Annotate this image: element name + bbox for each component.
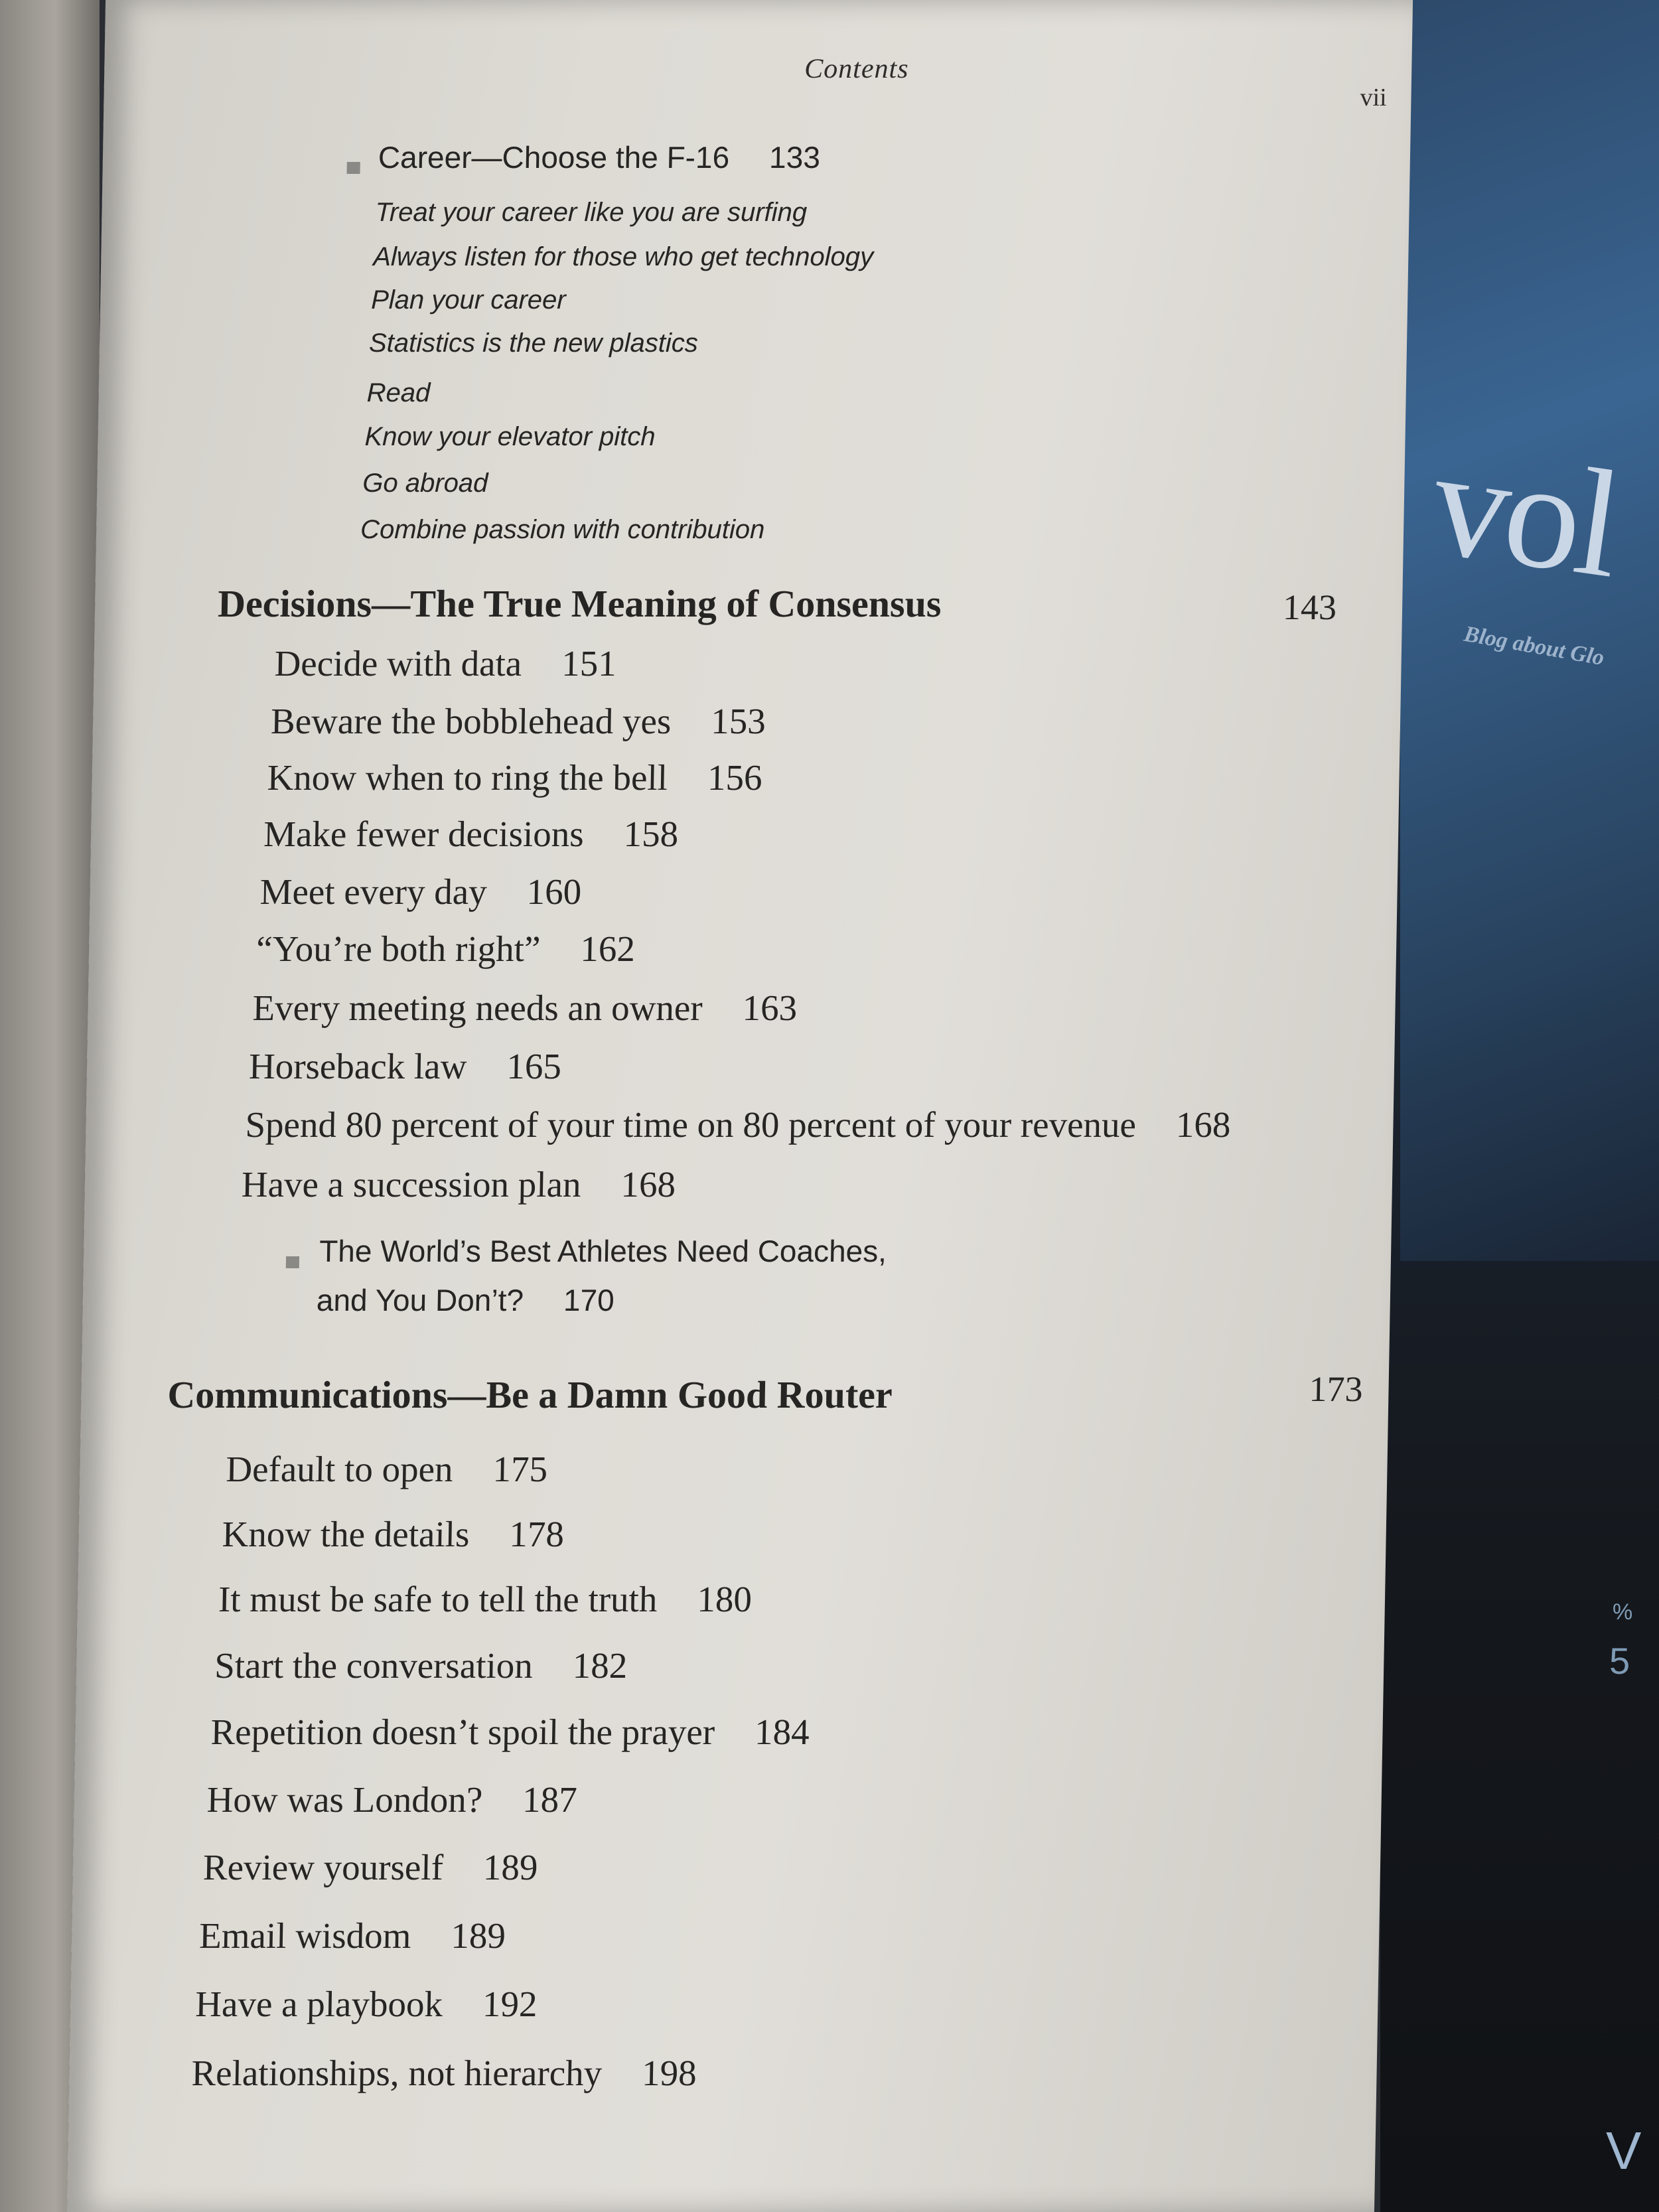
- toc-entry: “You’re both right” 162: [255, 928, 636, 969]
- toc-entry: Default to open 175: [225, 1449, 548, 1489]
- background-book-cover: [1400, 0, 1659, 1261]
- toc-entry: Beware the bobblehead yes 153: [270, 701, 766, 741]
- chapter-page-communications: 173: [1309, 1369, 1364, 1409]
- career-box-title-text: Career—Choose the F-16: [378, 140, 730, 175]
- career-box-page: 133: [768, 140, 821, 175]
- toc-entry: Make fewer decisions 158: [263, 814, 679, 854]
- page-number: vii: [1360, 84, 1388, 111]
- toc-entry: Relationships, not hierarchy 198: [191, 2053, 697, 2093]
- toc-entry: Email wisdom 189: [198, 1915, 506, 1956]
- box-title-line2: and You Don’t? 170: [316, 1283, 615, 1317]
- box-bullet-icon: [347, 162, 360, 174]
- career-item: Go abroad: [362, 469, 488, 498]
- running-header: Contents: [804, 54, 910, 84]
- key-symbol: %: [1613, 1599, 1633, 1625]
- toc-entry: Start the conversation 182: [214, 1645, 628, 1686]
- chapter-heading-communications: Communications—Be a Damn Good Router: [167, 1373, 893, 1416]
- toc-entry: Know the details 178: [222, 1514, 565, 1554]
- toc-entry: Every meeting needs an owner 163: [252, 988, 798, 1028]
- toc-entry: Horseback law 165: [248, 1046, 562, 1086]
- toc-entry: How was London? 187: [206, 1779, 578, 1820]
- chapter-page-decisions: 143: [1282, 587, 1337, 627]
- toc-entry: Repetition doesn’t spoil the prayer 184: [210, 1712, 810, 1752]
- toc-entry: Have a playbook 192: [194, 1984, 538, 2024]
- career-item: Statistics is the new plastics: [368, 329, 699, 358]
- career-item: Read: [366, 378, 431, 407]
- toc-entry: Meet every day 160: [259, 871, 582, 912]
- toc-entry: Decide with data 151: [274, 643, 617, 684]
- career-item: Always listen for those who get technology: [372, 242, 874, 271]
- toc-entry: Know when to ring the bell 156: [267, 757, 763, 798]
- career-item: Treat your career like you are surfing: [375, 198, 808, 227]
- career-box-title: [378, 139, 820, 175]
- cover-tagline: Blog about Glo: [1462, 621, 1607, 671]
- career-item: Plan your career: [370, 285, 567, 315]
- toc-entry: Have a succession plan 168: [241, 1164, 676, 1205]
- contents-page: [67, 0, 1413, 2212]
- career-item: Know your elevator pitch: [364, 422, 656, 451]
- toc-entry: Review yourself 189: [202, 1847, 539, 1887]
- career-item: Combine passion with contribution: [360, 515, 765, 544]
- toc-entry: Spend 80 percent of your time on 80 percent of your revenue 168: [244, 1104, 1232, 1145]
- key-digit: 5: [1609, 1640, 1630, 1682]
- chapter-heading-decisions: Decisions—The True Meaning of Consensus: [217, 582, 942, 625]
- key-letter: V: [1606, 2121, 1642, 2180]
- box-title-line1: The World’s Best Athletes Need Coaches,: [319, 1234, 887, 1268]
- toc-entry: It must be safe to tell the truth 180: [218, 1579, 753, 1619]
- cover-word: vol: [1422, 416, 1628, 609]
- box-bullet-icon: [286, 1256, 299, 1268]
